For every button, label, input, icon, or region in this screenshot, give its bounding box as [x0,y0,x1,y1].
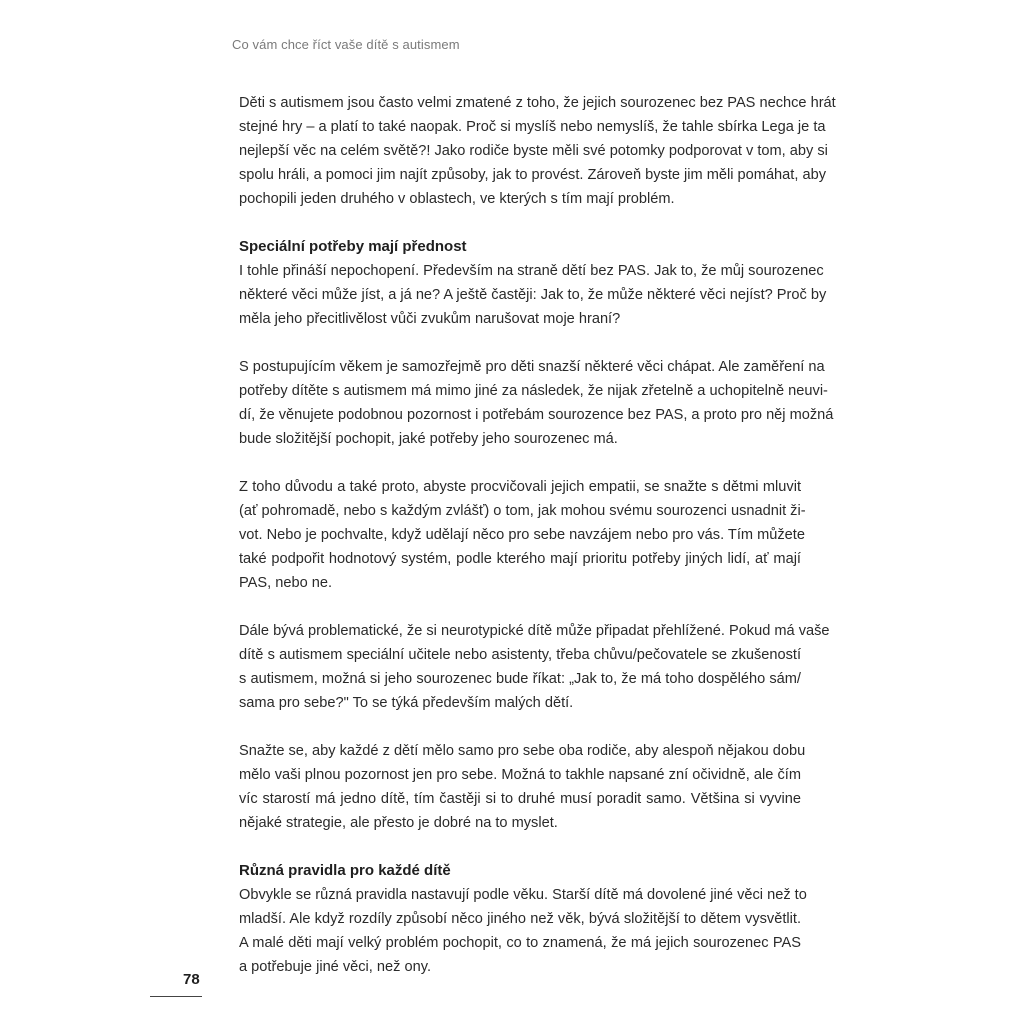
text-line: Snažte se, aby každé z dětí mělo samo pro sebe oba rodiče, aby alespoň nějakou dobu [239,743,806,759]
text-line: dí, že věnujete podobnou pozornost i potřebám sourozence bez PAS, a proto pro něj možná [239,407,834,423]
paragraph [239,619,830,715]
page-body [239,91,836,979]
paragraph [239,739,806,835]
paragraph [239,475,806,595]
text-line: také podpořit hodnotový systém, podle kterého mají prioritu potřeby jiných lidí, ať mají [239,551,801,567]
section-heading: Speciální potřeby mají přednost [239,238,467,255]
text-line: s autismem, možná si jeho sourozenec bude říkat: „Jak to, že má toho dospělého sám/ [239,671,801,687]
paragraph [239,355,834,451]
text-line: některé věci může jíst, a já ne? A ještě častěji: Jak to, že může některé věci nejíst? Proč by [239,287,827,303]
text-line: Dále bývá problematické, že si neurotypické dítě může připadat přehlížené. Pokud má vaše [239,623,830,639]
text-line: A malé děti mají velký problém pochopit, co to znamená, že má jejich sourozenec PAS [239,935,801,951]
paragraph [239,259,827,331]
section-heading: Různá pravidla pro každé dítě [239,862,451,879]
text-line: nějaké strategie, ale přesto je dobré na to myslet. [239,815,558,831]
page-number: 78 [183,971,200,988]
text-line: vot. Nebo je pochvalte, když udělají něco pro sebe navzájem nebo pro vás. Tím můžete [239,527,805,543]
text-line: nejlepší věc na celém světě?! Jako rodiče byste měli své potomky podporovat v tom, aby si [239,143,828,159]
paragraph [239,91,836,211]
text-line: mladší. Ale když rozdíly způsobí něco jiného než věk, bývá složitější to dětem vysvětlit. [239,911,801,927]
text-line: dítě s autismem speciální učitele nebo asistenty, třeba chůvu/pečovatele se zkušeností [239,647,801,663]
footer-rule [150,996,202,997]
text-line: a potřebuje jiné věci, než ony. [239,959,431,975]
text-line: Obvykle se různá pravidla nastavují podle věku. Starší dítě má dovolené jiné věci než to [239,887,807,903]
paragraph [239,883,807,979]
text-line: (ať pohromadě, nebo s každým zvlášť) o tom, jak mohou svému sourozenci usnadnit ži- [239,503,806,519]
text-line: Děti s autismem jsou často velmi zmatené z toho, že jejich sourozenec bez PAS nechce hrát [239,95,836,111]
text-line: spolu hráli, a pomoci jim najít způsoby, jak to provést. Zároveň byste jim měli pomáhat, aby [239,167,826,183]
text-line: mělo vaši plnou pozornost jen pro sebe. Možná to takhle napsané zní očividně, ale čím [239,767,801,783]
text-line: stejné hry – a platí to také naopak. Proč si myslíš nebo nemyslíš, že tahle sbírka Lega je ta [239,119,826,135]
text-line: sama pro sebe?" To se týká především malých dětí. [239,695,574,711]
text-line: pochopili jeden druhého v oblastech, ve kterých s tím mají problém. [239,191,675,207]
text-line: bude složitější pochopit, jaké potřeby jeho sourozenec má. [239,431,618,447]
text-line: S postupujícím věkem je samozřejmě pro děti snazší některé věci chápat. Ale zaměření na [239,359,825,375]
text-line: víc starostí má jedno dítě, tím častěji si to druhé musí poradit samo. Většina si vyvine [239,791,801,807]
text-line: měla jeho přecitlivělost vůči zvukům narušovat moje hraní? [239,311,621,327]
text-line: PAS, nebo ne. [239,575,333,591]
text-line: I tohle přináší nepochopení. Především na straně dětí bez PAS. Jak to, že můj sourozenec [239,263,824,279]
text-line: Z toho důvodu a také proto, abyste procvičovali jejich empatii, se snažte s dětmi mluvit [239,479,801,495]
running-head: Co vám chce říct vaše dítě s autismem [232,37,460,52]
text-line: potřeby dítěte s autismem má mimo jiné za následek, že nijak zřetelně a uchopitelně neuvi- [239,383,828,399]
